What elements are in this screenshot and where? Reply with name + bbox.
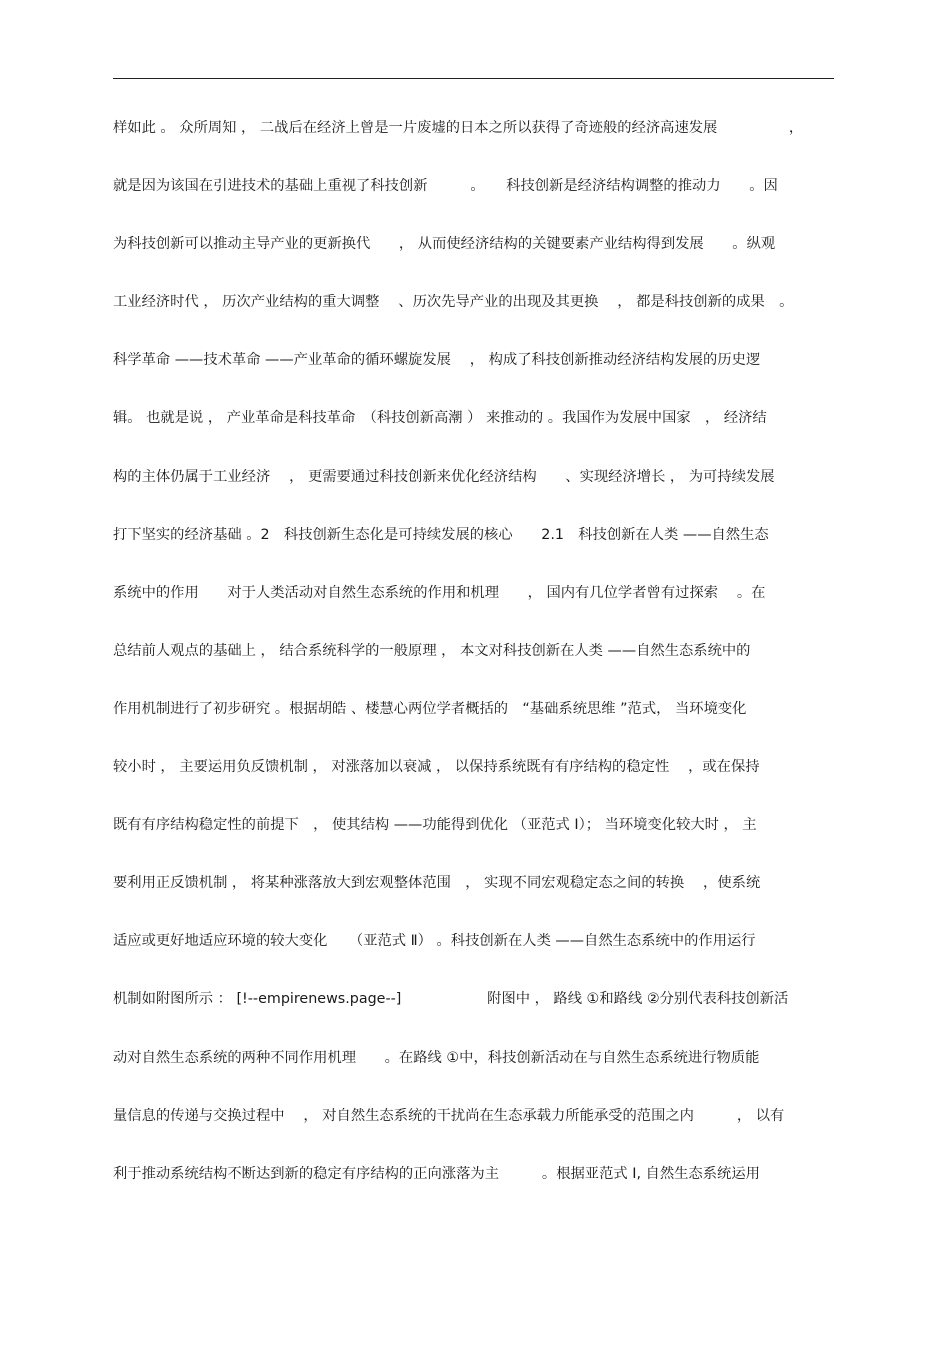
- text-line: 为科技创新可以推动主导产业的更新换代 ， 从而使经济结构的关键要素产业结构得到发展 。纵观: [113, 236, 776, 253]
- text-line: 机制如附图所示 ： [!--empirenews.page--] 附图中 ， 路线 ①和路线 ②分别代表科技创新活: [113, 991, 789, 1008]
- text-line: 打下坚实的经济基础 。2 科技创新生态化是可持续发展的核心 2.1 科技创新在人类 ——自然生态: [113, 526, 769, 543]
- body-text: [113, 116, 843, 1220]
- text-line: 要利用正反馈机制 ， 将某种涨落放大到宏观整体范围 ， 实现不同宏观稳定态之间的转换 ，使系统: [113, 875, 761, 892]
- text-line: 样如此 。 众所周知 ， 二战后在经济上曾是一片废墟的日本之所以获得了奇迹般的经济高速发展 ，: [113, 120, 804, 136]
- text-line: 既有有序结构稳定性的前提下 ， 使其结构 ——功能得到优化 （亚范式 Ⅰ）； 当环境变化较大时 ， 主: [113, 817, 757, 834]
- text-line: 科学革命 ——技术革命 ——产业革命的循环螺旋发展 ， 构成了科技创新推动经济结构发展的历史逻: [113, 352, 761, 369]
- header-rule: [113, 78, 834, 79]
- text-line: 辑。 也就是说 ， 产业革命是科技革命 （科技创新高潮 ） 来推动的 。我国作为发展中国家 ， 经济结: [113, 410, 767, 427]
- text-line: 就是因为该国在引进技术的基础上重视了科技创新 。 科技创新是经济结构调整的推动力 。因: [113, 178, 778, 195]
- text-line: 量信息的传递与交换过程中 ， 对自然生态系统的干扰尚在生态承载力所能承受的范围之内 ， 以有: [113, 1107, 785, 1124]
- text-line: 较小时 ， 主要运用负反馈机制 ， 对涨落加以衰减 ， 以保持系统既有有序结构的稳定性 ，或在保持: [113, 759, 760, 776]
- text-line: 工业经济时代 ， 历次产业结构的重大调整 、历次先导产业的出现及其更换 ， 都是科技创新的成果 。: [113, 294, 794, 311]
- text-line: 系统中的作用 对于人类活动对自然生态系统的作用和机理 ， 国内有几位学者曾有过探索 。在: [113, 584, 766, 601]
- text-line: 适应或更好地适应环境的较大变化 （亚范式 Ⅱ） 。科技创新在人类 ——自然生态系统中的作用运行: [113, 933, 756, 950]
- text-line: 总结前人观点的基础上 ， 结合系统科学的一般原理 ， 本文对科技创新在人类 ——自然生态系统中的: [113, 642, 751, 659]
- text-line: 作用机制进行了初步研究 。根据胡皓 、楼慧心两位学者概括的 “基础系统思维 ”范式， 当环境变化: [113, 700, 747, 717]
- text-line: 构的主体仍属于工业经济 ， 更需要通过科技创新来优化经济结构 、实现经济增长 ， 为可持续发展: [113, 468, 775, 485]
- text-line: 动对自然生态系统的两种不同作用机理 。在路线 ①中，科技创新活动在与自然生态系统进行物质能: [113, 1049, 760, 1066]
- text-line: 利于推动系统结构不断达到新的稳定有序结构的正向涨落为主 。根据亚范式 Ⅰ, 自然生态系统运用: [113, 1165, 760, 1182]
